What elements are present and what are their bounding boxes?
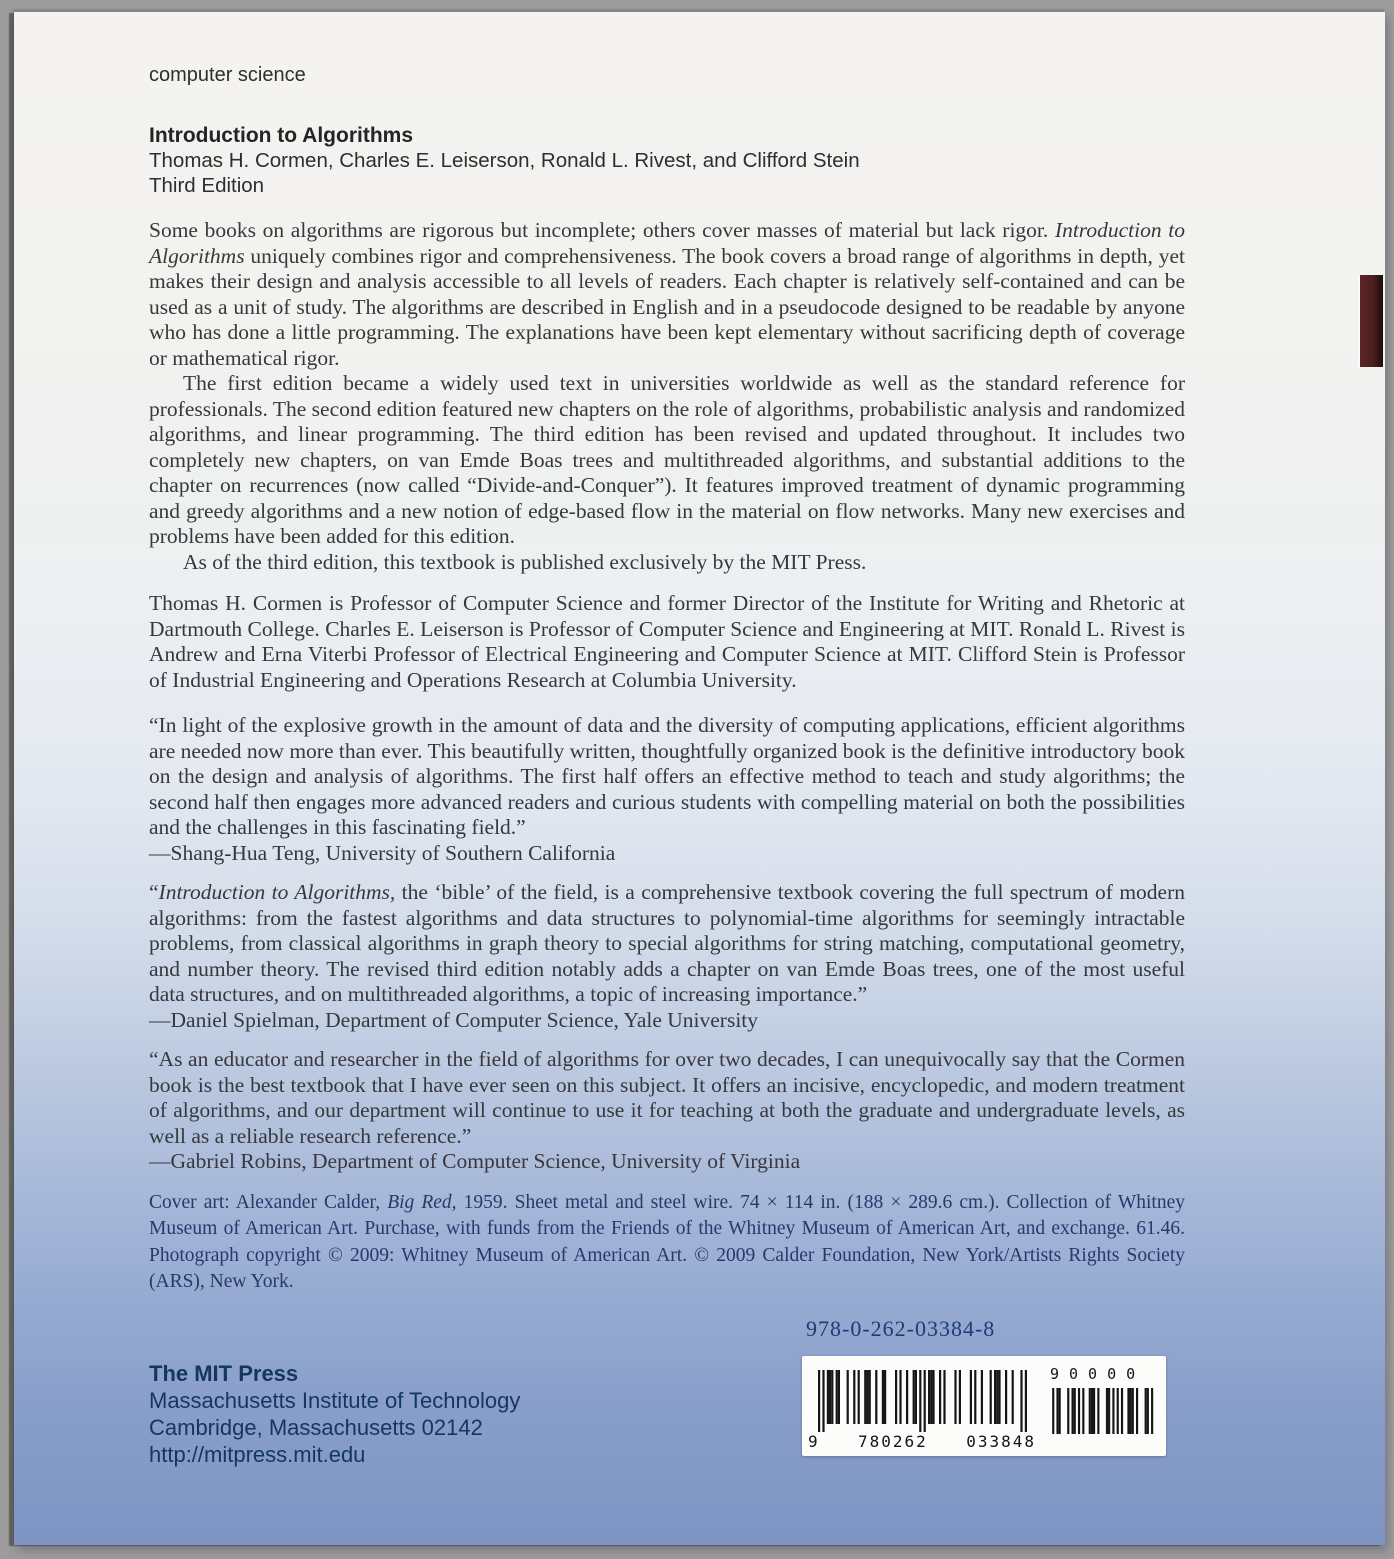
description-paragraph-1 [149,218,1185,371]
barcode-digits [808,1432,1036,1451]
quote-title-italic: Introduction to Algorithms, [158,880,396,904]
quote-text: “In light of the explosive growth in the amount of data and the diversity of computing applications, efficient algorithms are needed now more than ever. This beautifully written, thoughtfully organized book is the definitive introductory book on the design and analysis of algorithms. The first half offers an effective method to teach and study algorithms; the second half then engages more advanced readers and curious students with compelling material on both the possibilities and the challenges in this fascinating field.” [149,713,1185,839]
description-title-italic: Introduction to Algorithms [149,218,1185,268]
quote-text [149,880,1185,1008]
publisher-url: http://mitpress.mit.edu [149,1442,366,1467]
book-title: Introduction to Algorithms [149,124,414,147]
ean13-bars [818,1370,1028,1432]
title-block [149,123,1185,198]
quote-segment: “ [149,880,159,904]
description-segment: Some books on algorithms are rigorous but incomplete; others cover masses of material but lack rigor. [149,218,1055,242]
quote-attribution: —Shang-Hua Teng, University of Southern California [149,840,616,865]
book-back-cover [14,12,1385,1545]
back-cover-text-column [149,12,1185,1296]
barcode-digits-group1: 780262 [858,1432,928,1451]
quote-text: “As an educator and researcher in the field of algorithms for over two decades, I can unequivocally say that the Cormen book is the best textbook that I have ever seen on this subject. It offers an incisive, encyclopedic, and modern treatment of algorithms, and our department will continue to use it for teaching at both the graduate and undergraduate levels, as well as a reliable research reference.” [149,1047,1185,1148]
endorsement-quote-teng [149,713,1185,866]
quote-segment: the ‘bible’ of the field, is a comprehensive textbook covering the full spectrum of modern algorithms: from the fastest algorithms and data structures to polynomial-time algorithms for seemingly intractable problems, from classical algorithms in graph theory to special algorithms for string matching, computational geometry, and number theory. The revised third edition notably adds a chapter on van Emde Boas trees, one of the most useful data structures, and on multithreaded algorithms, a topic of increasing importance.” [149,880,1186,1006]
publisher-block [149,1360,520,1468]
publisher-institution: Massachusetts Institute of Technology [149,1388,521,1413]
endorsement-quote-spielman [149,880,1185,1033]
quote-attribution: —Daniel Spielman, Department of Computer Science, Yale University [149,1007,759,1032]
ean5-supplement-bars [1050,1388,1154,1434]
barcode-digits-group2: 033848 [966,1432,1036,1451]
publisher-address: Cambridge, Massachusetts 02142 [149,1415,483,1440]
book-authors: Thomas H. Cormen, Charles E. Leiserson, Ronald L. Rivest, and Clifford Stein [149,149,860,172]
cover-art-credit [149,1190,1185,1296]
front-cover-art-peek [1360,275,1383,367]
credit-segment: 1959. Sheet metal and steel wire. 74 × 114 in. (188 × 289.6 cm.). Collection of Whitney Museum of American Art. Purchase, with funds from the Friends of the Whitney Museum of American Art, and exchange. 61.46. Photograph copyright © 2009: Whitney Museum of American Art. © 2009 Calder Foundation, New York/Artists Rights Society (ARS), New York. [149,1191,1185,1292]
publisher-name: The MIT Press [149,1361,299,1386]
description-paragraph-2: The first edition became a widely used text in universities worldwide as well as the standard reference for professionals. The second edition featured new chapters on the role of algorithms, probabilistic analysis and randomized algorithms, and linear programming. The third edition has been revised and updated throughout. It includes two completely new chapters, on van Emde Boas trees and multithreaded algorithms, and substantial additions to the chapter on recurrences (now called “Divide-and-Conquer”). It features improved treatment of dynamic programming and greedy algorithms and a new notion of edge-based flow in the material on flow networks. Many new exercises and problems have been added for this edition. [149,371,1185,548]
barcode-digit-left: 9 [808,1432,820,1451]
barcode [802,1356,1166,1456]
endorsement-quote-robins [149,1047,1185,1175]
category-label: computer science [149,64,306,86]
author-bio: Thomas H. Cormen is Professor of Computer Science and former Director of the Institute for Writing and Rhetoric at Dartmouth College. Charles E. Leiserson is Professor of Computer Science and Engineering at MIT. Ronald L. Rivest is Andrew and Erna Viterbi Professor of Electrical Engineering and Computer Science at MIT. Clifford Stein is Professor of Industrial Engineering and Operations Research at Columbia University. [149,591,1185,692]
barcode-supplement-digits: 90000 [1050,1365,1146,1383]
book-edition: Third Edition [149,174,265,197]
credit-segment: Cover art: Alexander Calder, [149,1191,388,1213]
description-paragraph-3: As of the third edition, this textbook is published exclusively by the MIT Press. [183,549,867,574]
isbn-number: 978-0-262-03384-8 [806,1316,996,1341]
credit-artwork-italic: Big Red, [387,1191,457,1213]
quote-attribution: —Gabriel Robins, Department of Computer Science, University of Virginia [149,1149,801,1173]
description-segment: uniquely combines rigor and comprehensiveness. The book covers a broad range of algorithms in depth, yet makes their design and analysis accessible to all levels of readers. Each chapter is relatively self-contained and can be used as a unit of study. The algorithms are described in English and in a pseudocode designed to be readable by anyone who has done a little programming. The explanations have been kept elementary without sacrificing depth of coverage or mathematical rigor. [149,243,1185,370]
